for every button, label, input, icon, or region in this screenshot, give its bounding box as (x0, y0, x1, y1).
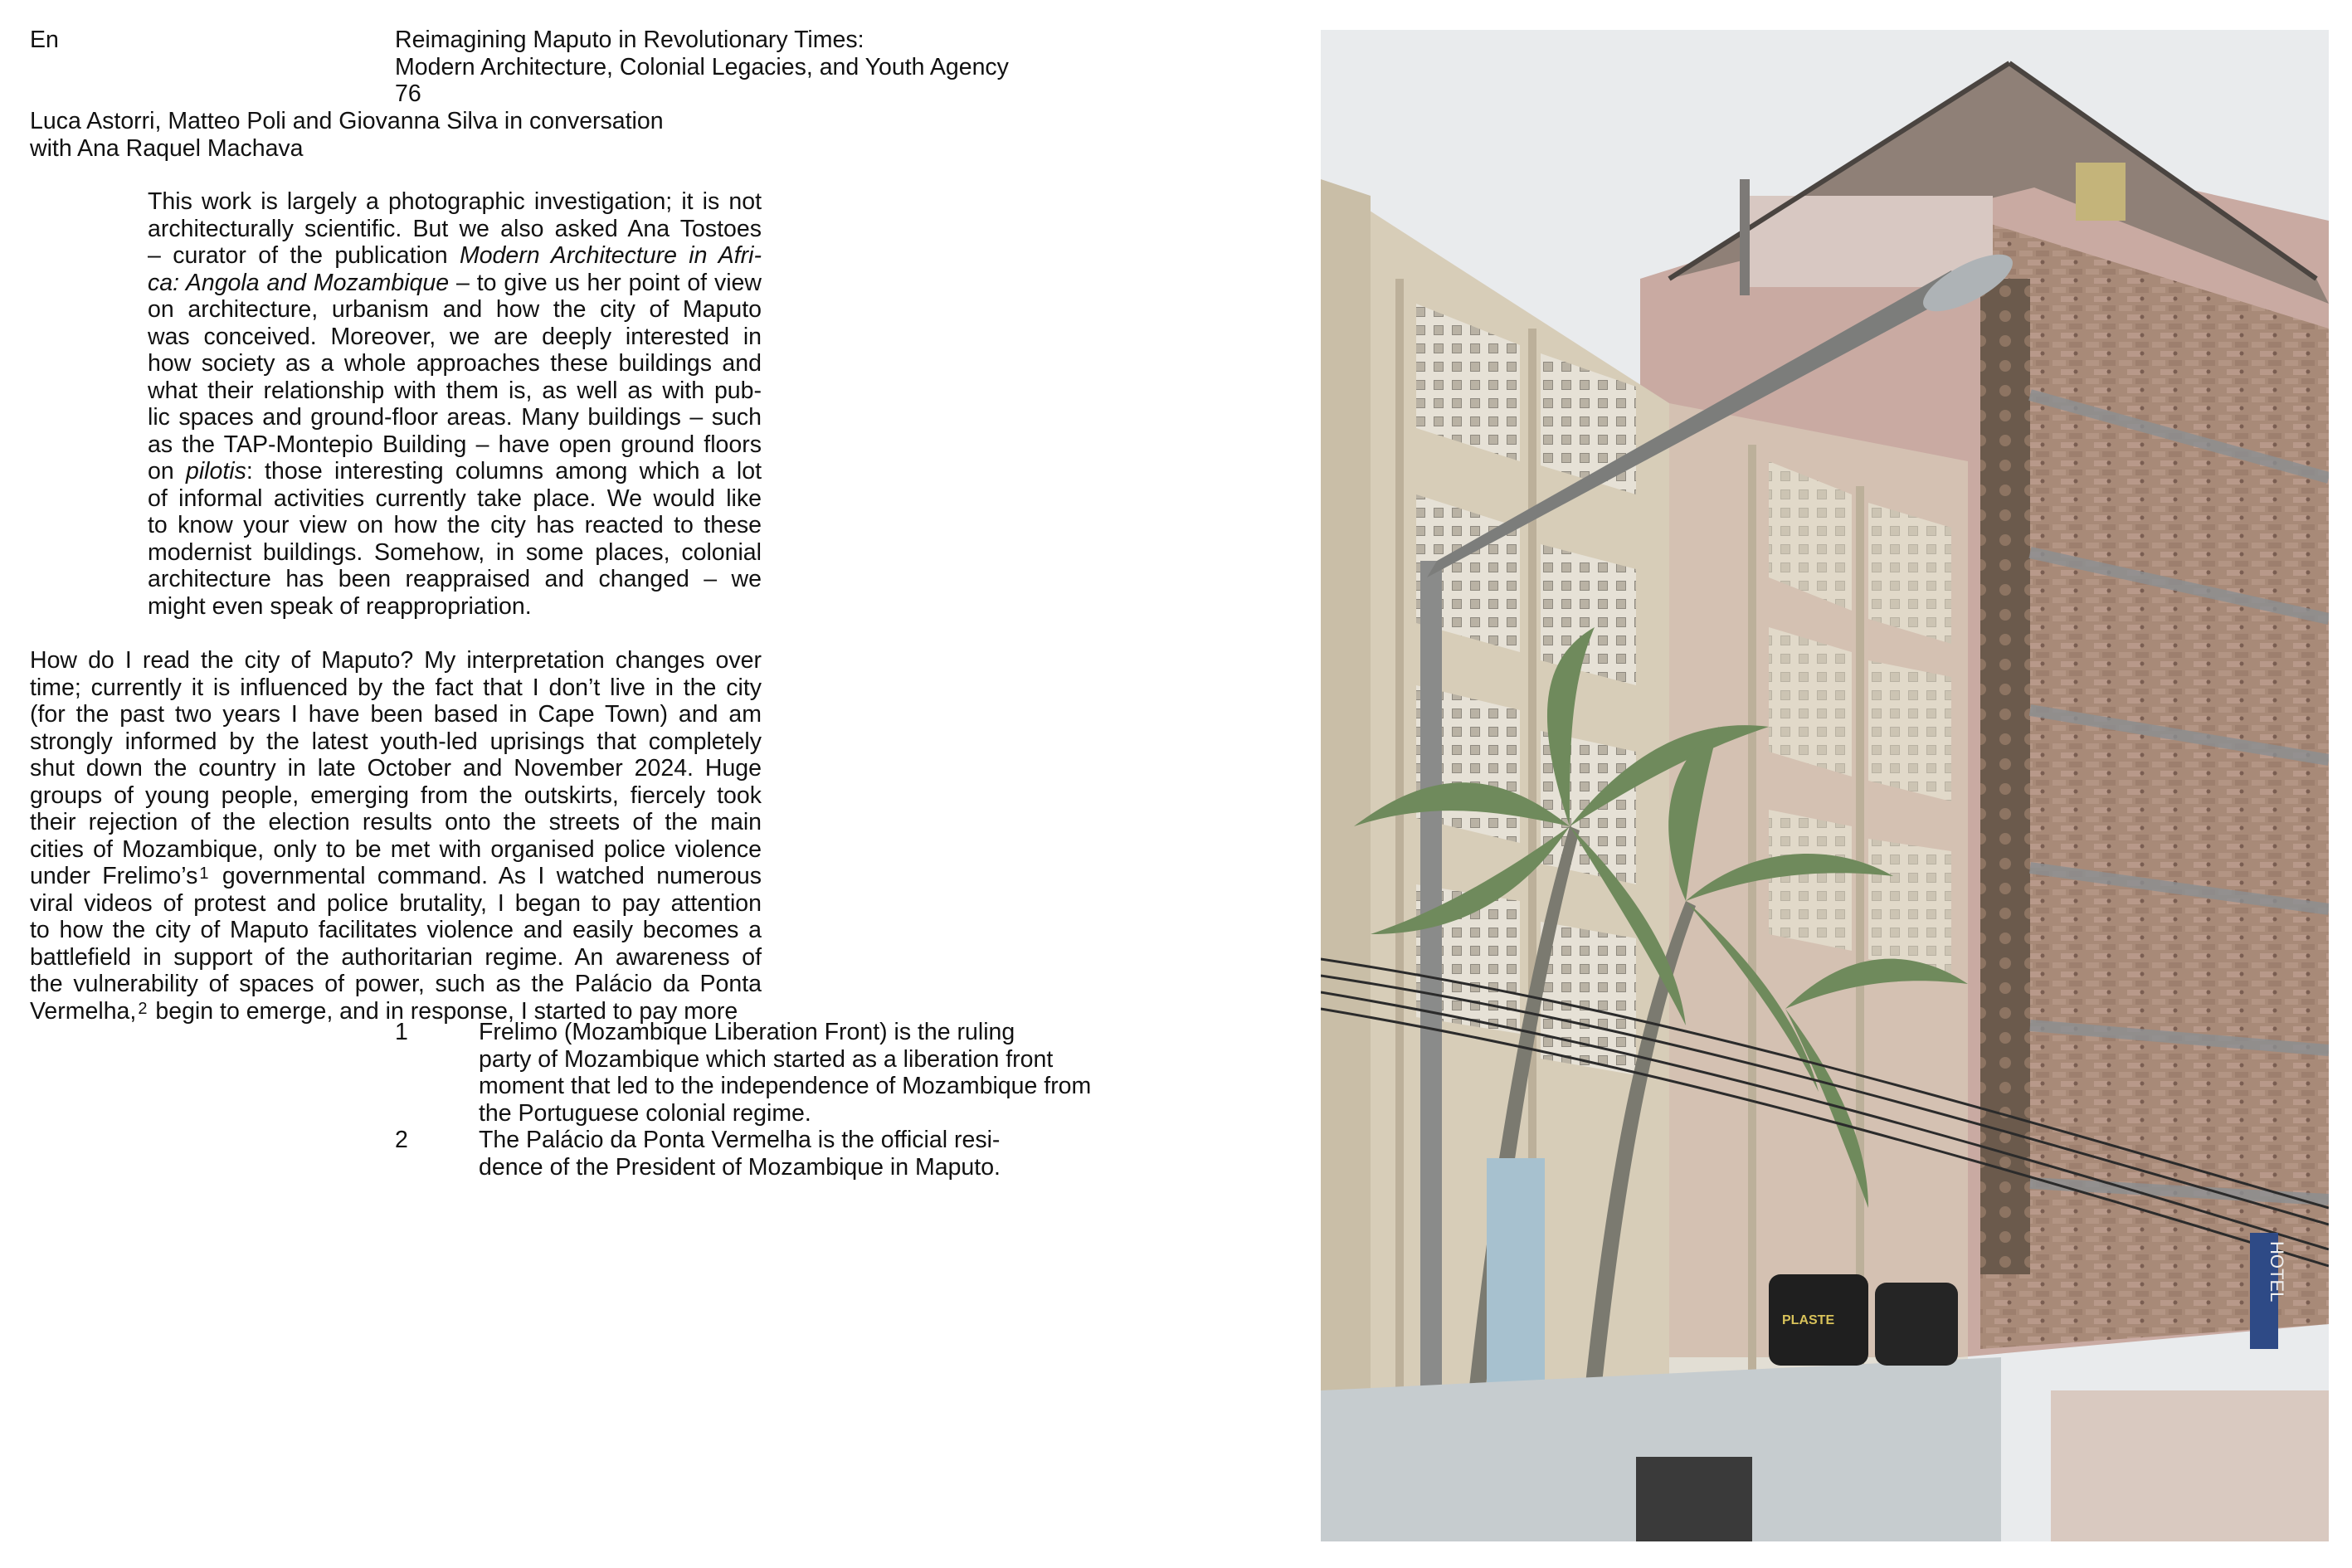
paragraph-line: (for the past two years I have been based in Cape Town) and am (30, 701, 762, 728)
footnote-line: Frelimo (Mozambique Liberation Front) is the ruling (479, 1019, 1015, 1045)
footnote-line: moment that led to the independence of Mozambique from (479, 1073, 1092, 1099)
paragraph-line: to how the city of Maputo facilitates violence and easily becomes a (30, 917, 762, 943)
paragraph-line: viral videos of protest and police brutality, I began to pay attention (30, 889, 762, 917)
paragraph-line: of informal activities currently take place. We would like (148, 485, 762, 512)
term: pilotis (185, 458, 246, 485)
photo-illustration (1321, 30, 2329, 1541)
paragraph-line: time; currently it is influenced by the fact that I don’t live in the city (30, 674, 762, 701)
paragraph-line: to know your view on how the city has reacted to these (148, 512, 762, 538)
paragraph-line (148, 270, 762, 297)
text-run: under Frelimo’s (30, 863, 198, 889)
paragraph-line: groups of young people, emerging from the outskirts, fiercely took (30, 782, 762, 809)
paragraph-line: their rejection of the election results onto the streets of the main (30, 809, 762, 835)
authors (30, 108, 664, 162)
footnote-number: 2 (395, 1127, 408, 1153)
paragraph-line: battlefield in support of the authoritarian regime. An awareness of (30, 943, 762, 971)
footnote-ref-1[interactable]: 1 (199, 864, 209, 883)
footnote-line: dence of the President of Mozambique in Maputo. (479, 1153, 1001, 1181)
hotel-sign-text: HOTEL (2267, 1241, 2287, 1303)
paragraph-line: This work is largely a photographic investigation; it is not (148, 188, 762, 215)
text-run: on (148, 458, 186, 485)
interview-answer (30, 647, 762, 1025)
building-photograph (1321, 30, 2329, 1541)
language-label: En (30, 27, 59, 53)
book-title: Modern Architecture in Afri- (459, 242, 762, 269)
paragraph-line: on architecture, urbanism and how the city of Maputo (148, 296, 762, 323)
text-run: begin to emerge, and in response, I started to pay more (149, 997, 738, 1025)
text-run: – curator of the publication (148, 242, 460, 269)
interview-question (148, 188, 762, 620)
footnote-ref-2[interactable]: 2 (138, 999, 148, 1018)
footnotes (395, 1019, 1092, 1181)
paragraph-line: strongly informed by the latest youth-led uprisings that completely (30, 728, 762, 755)
footnote-number: 1 (395, 1019, 408, 1045)
article-title (395, 27, 1009, 108)
title-line: Reimagining Maputo in Revolutionary Times: (395, 27, 864, 53)
authors-line: Luca Astorri, Matteo Poli and Giovanna Silva in conversation (30, 108, 664, 134)
footnote-1 (395, 1019, 1092, 1127)
text-run: Vermelha, (30, 997, 137, 1025)
paragraph-line: How do I read the city of Maputo? My interpretation changes over (30, 647, 762, 674)
paragraph-line (30, 863, 762, 890)
title-line: Modern Architecture, Colonial Legacies, and Youth Agency (395, 53, 1009, 80)
paragraph-line: lic spaces and ground-floor areas. Many buildings – such (148, 404, 762, 431)
paragraph-line: modernist buildings. Somehow, in some places, colonial (148, 538, 762, 566)
tank-label: PLASTE (1782, 1313, 1835, 1327)
paragraph-line (148, 242, 762, 270)
paragraph-line: might even speak of reappropriation. (148, 592, 532, 620)
footnote-line: the Portuguese colonial regime. (479, 1099, 811, 1127)
paragraph-line: cities of Mozambique, only to be met with organised police violence (30, 835, 762, 863)
paragraph-line: as the TAP-Montepio Building – have open ground floors (148, 431, 762, 458)
text-run: – to give us her point of view (449, 269, 762, 296)
paragraph-line: architecture has been reappraised and changed – we (148, 566, 762, 592)
water-tanks (1769, 1274, 1958, 1366)
paragraph-line (148, 458, 762, 485)
paragraph-line: what their relationship with them is, as well as with pub- (148, 377, 762, 404)
paragraph-line: architecturally scientific. But we also asked Ana Tostoes (148, 215, 762, 242)
paragraph-line: was conceived. Moreover, we are deeply interested in (148, 323, 762, 350)
footnote-line: party of Mozambique which started as a liberation front (479, 1045, 1054, 1073)
text-run: : those interesting columns among which a lot (246, 458, 762, 485)
blue-pillar (1487, 1158, 1545, 1390)
footnote-line: The Palácio da Ponta Vermelha is the official resi- (479, 1127, 1001, 1153)
footnote-2 (395, 1127, 1059, 1181)
paragraph-line: shut down the country in late October and November 2024. Huge (30, 755, 762, 782)
paragraph-line: how society as a whole approaches these buildings and (148, 350, 762, 377)
text-run: governmental command. As I watched numerous (210, 863, 762, 889)
page-number: 76 (395, 80, 421, 107)
paragraph-line: the vulnerability of spaces of power, such as the Palácio da Ponta (30, 971, 762, 997)
authors-line: with Ana Raquel Machava (30, 134, 304, 162)
book-title: ca: Angola and Mozambique (148, 269, 450, 296)
